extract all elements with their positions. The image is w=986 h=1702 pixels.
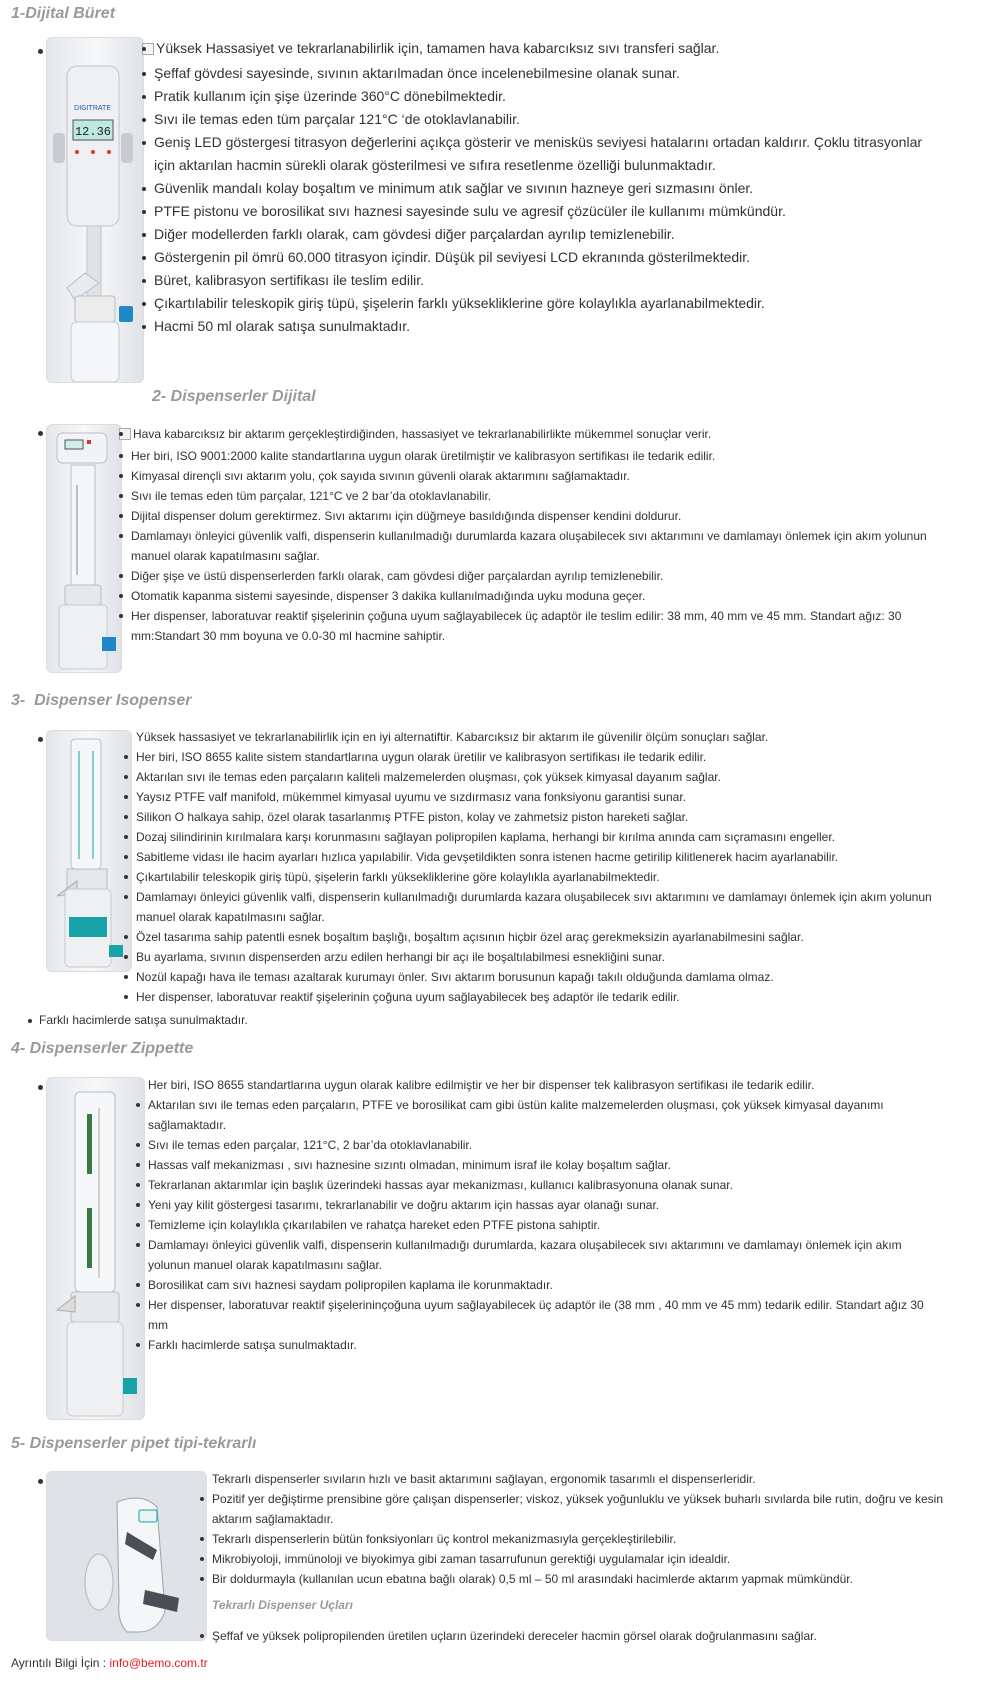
section-heading-repeater-pipette: 5- Dispenserler pipet tipi-tekrarlı bbox=[11, 1435, 257, 1452]
zippette-image bbox=[46, 1077, 145, 1420]
list-bullet bbox=[38, 1085, 43, 1090]
list-item: Bir doldurmayla (kullanılan ucun ebatına bağlı olarak) 0,5 ml – 50 ml arasındaki hacimlerde aktarım yapmak mümkündür. bbox=[200, 1569, 952, 1589]
list-item: Güvenlik mandalı kolay boşaltım ve minimum atık sağlar ve sıvının hazneye geri sızmasını önler. bbox=[142, 177, 932, 200]
list-item: Her dispenser, laboratuvar reaktif şişelerininçoğuna uyum sağlayabilecek üç adaptör ile (38 mm , 40 mm ve 45 mm) tedarik edilir. Standart ağız 30 mm bbox=[136, 1295, 946, 1335]
list-item: Çıkartılabilir teleskopik giriş tüpü, şişelerin farklı yüksekliklerine göre kolaylıkla ayarlanabilmektedir. bbox=[142, 292, 932, 315]
section-heading-digital-burette: 1-Dijital Büret bbox=[11, 5, 116, 22]
list-item: Mikrobiyoloji, immünoloji ve biyokimya gibi zaman tasarrufunun gerektiği uygulamalar için idealdir. bbox=[200, 1549, 952, 1569]
burette-drawing bbox=[47, 38, 143, 382]
list-item: Tekrarlı dispenserlerin bütün fonksiyonları üç kontrol mekanizmasıyla gerçekleştirilebilir. bbox=[200, 1529, 952, 1549]
pipette-tips-subheading: Tekrarlı Dispenser Uçları bbox=[212, 1598, 353, 1612]
burette-image-alt-item bbox=[142, 37, 932, 62]
list-item: Geniş LED göstergesi titrasyon değerlerini açıkça gösterir ve menisküs seviyesi hatalarını ortadan kaldırır. Çoklu titrasyonlar için aktarılan hacmin sürekli olarak gösterilmesi ve sıfıra resetlenme özelliği bulunmaktadır. bbox=[142, 131, 932, 177]
burette-feature-list bbox=[142, 37, 932, 338]
list-item: Temizleme için kolaylıkla çıkarılabilen ve rahatça hareket eden PTFE pistona sahiptir. bbox=[136, 1215, 946, 1235]
repeater-pipette-image bbox=[46, 1471, 207, 1641]
list-item: Her biri, ISO 8655 kalite sistem standartlarına uygun olarak üretilir ve kalibrasyon sertifikası ile tedarik edilir. bbox=[124, 747, 944, 767]
list-item: Otomatik kapanma sistemi sayesinde, dispenser 3 dakika kullanılmadığında uyku moduna geçer. bbox=[119, 586, 939, 606]
list-item: Dijital dispenser dolum gerektirmez. Sıvı aktarımı için düğmeye basıldığında dispenser kendini doldurur. bbox=[119, 506, 939, 526]
list-item: Damlamayı önleyici güvenlik valfi, dispenserin kullanılmadığı durumlarda kazara oluşabilecek sıvı aktarımını ve damlamayı önlemek için akım yolunun manuel olarak kapatılmasını sağlar. bbox=[124, 887, 944, 927]
list-item: Borosilikat cam sıvı haznesi saydam polipropilen kaplama ile korunmaktadır. bbox=[136, 1275, 946, 1295]
zippette-drawing bbox=[47, 1078, 144, 1419]
list-item: Sabitleme vidası ile hacim ayarları hızlıca yapılabilir. Vida gevşetildikten sonra istenen hacme getirilip kilitlenerek hacim ayarlanabilir. bbox=[124, 847, 944, 867]
list-item: Aktarılan sıvı ile temas eden parçaların kaliteli malzemelerden oluşması, çok yüksek kimyasal dayanım sağlar. bbox=[124, 767, 944, 787]
list-item: Sıvı ile temas eden tüm parçalar 121°C ‘de otoklavlanabilir. bbox=[142, 108, 932, 131]
list-item: Dozaj silindirinin kırılmalara karşı korunmasını sağlayan polipropilen kaplama, herhangi bir kırılma anında cam sıçramasını engeller. bbox=[124, 827, 944, 847]
digital-dispenser-feature-list bbox=[119, 424, 939, 646]
footer-email-link[interactable]: info@bemo.com.tr bbox=[109, 1656, 208, 1670]
pipette-drawing bbox=[47, 1472, 206, 1640]
list-item: Her biri, ISO 9001:2000 kalite standartlarına uygun olarak üretilmiştir ve kalibrasyon sertifikası ile tedarik edilir. bbox=[119, 446, 939, 466]
list-item: Bu ayarlama, sıvının dispenserden arzu edilen herhangi bir açı ile boşaltılabilmesi esnekliğini sunar. bbox=[124, 947, 944, 967]
section-heading-digital-dispensers: 2- Dispenserler Dijital bbox=[152, 388, 316, 405]
footer-contact bbox=[11, 1656, 208, 1670]
list-item: Özel tasarıma sahip patentli esnek boşaltım başlığı, boşaltım açısının hiçbir özel araç gerekmeksizin ayarlanabilmesini sağlar. bbox=[124, 927, 944, 947]
list-bullet bbox=[38, 49, 43, 54]
broken-image-icon bbox=[142, 43, 154, 55]
list-item: Kimyasal dirençli sıvı aktarım yolu, çok sayıda sıvının güvenli olarak aktarımını sağlamaktadır. bbox=[119, 466, 939, 486]
dispenser-image-alt-text: Hava kabarcıksız bir aktarım gerçekleştirdiğinden, hassasiyet ve tekrarlanabilirlikte mükemmel sonuçlar verir. bbox=[133, 427, 712, 441]
list-item: Pratik kullanım için şişe üzerinde 360°C dönebilmektedir. bbox=[142, 85, 932, 108]
dispenser-drawing bbox=[47, 425, 121, 672]
list-item: Tekrarlanan aktarımlar için başlık üzerindeki hassas ayar mekanizması, kullanıcı kalibrasyonuna olanak sunar. bbox=[136, 1175, 946, 1195]
pipette-feature-list bbox=[200, 1489, 952, 1589]
burette-image-alt-text: Yüksek Hassasiyet ve tekrarlanabilirlik için, tamamen hava kabarcıksız sıvı transferi sağlar. bbox=[156, 40, 720, 56]
isopenser-intro: Yüksek hassasiyet ve tekrarlanabilirlik için en iyi alternatiftir. Kabarcıksız bir aktarım ile güvenilir ölçüm sonuçları sağlar. bbox=[136, 730, 769, 744]
footer-label: Ayrıntılı Bilgi İçin : bbox=[11, 1656, 110, 1670]
list-item: Aktarılan sıvı ile temas eden parçaların, PTFE ve borosilikat cam gibi üstün kalite malzemelerden oluşması, çok yüksek kimyasal dayanımı sağlamaktadır. bbox=[136, 1095, 946, 1135]
list-item: Göstergenin pil ömrü 60.000 titrasyon içindir. Düşük pil seviyesi LCD ekranında gösterilmektedir. bbox=[142, 246, 932, 269]
list-item: Damlamayı önleyici güvenlik valfi, dispenserin kullanılmadığı durumlarda, kazara oluşabilecek sıvı aktarımını ve damlamayı önlemek için akım yolunun manuel olarak kapatılmasını sağlar. bbox=[136, 1235, 946, 1275]
list-item: Silikon O halkaya sahip, özel olarak tasarlanmış PTFE piston, kolay ve zahmetsiz piston hareketi sağlar. bbox=[124, 807, 944, 827]
list-item: Yaysız PTFE valf manifold, mükemmel kimyasal uyumu ve sızdırmasız vana fonksiyonu garantisi sunar. bbox=[124, 787, 944, 807]
list-item: Şeffaf gövdesi sayesinde, sıvının aktarılmadan önce incelenebilmesine olanak sunar. bbox=[142, 62, 932, 85]
broken-image-icon bbox=[119, 428, 131, 440]
list-item: Her dispenser, laboratuvar reaktif şişelerinin çoğuna uyum sağlayabilecek beş adaptör ile tedarik edilir. bbox=[124, 987, 944, 1007]
list-item: Nozül kapağı hava ile teması azaltarak kurumayı önler. Sıvı aktarım borusunun kapağı takılı olduğunda damlama olmaz. bbox=[124, 967, 944, 987]
pipette-tips-list bbox=[200, 1626, 952, 1646]
list-item: PTFE pistonu ve borosilikat sıvı haznesi sayesinde sulu ve agresif çözücüler ile kullanımı mümkündür. bbox=[142, 200, 932, 223]
isopenser-feature-list bbox=[124, 747, 944, 1007]
isopenser-drawing bbox=[47, 731, 131, 971]
isopenser-outer-item: Farklı hacimlerde satışa sunulmaktadır. bbox=[39, 1013, 248, 1027]
list-item: Pozitif yer değiştirme prensibine göre çalışan dispenserler; viskoz, yüksek yoğunluklu ve yüksek buharlı sıvılarda bile rutin, doğru ve kesin aktarım sağlamaktadır. bbox=[200, 1489, 952, 1529]
list-item: Çıkartılabilir teleskopik giriş tüpü, şişelerin farklı yüksekliklerine göre kolaylıkla ayarlanabilmektedir. bbox=[124, 867, 944, 887]
digital-dispenser-image bbox=[46, 424, 122, 673]
zippette-intro: Her biri, ISO 8655 standartlarına uygun olarak kalibre edilmiştir ve her bir dispenser tek kalibrasyon sertifikası ile tedarik edilir. bbox=[148, 1078, 815, 1092]
list-item: Damlamayı önleyici güvenlik valfi, dispenserin kullanılmadığı durumlarda kazara oluşabilecek sıvı aktarımını ve damlamayı önlemek için akım yolunun manuel olarak kapatılmasını sağlar. bbox=[119, 526, 939, 566]
device-display-text: 12.36 bbox=[74, 125, 112, 139]
list-item: Sıvı ile temas eden parçalar, 121°C, 2 bar’da otoklavlanabilir. bbox=[136, 1135, 946, 1155]
list-item: Yeni yay kilit göstergesi tasarımı, tekrarlanabilir ve doğru aktarım için hassas ayar olanağı sunar. bbox=[136, 1195, 946, 1215]
section-heading-isopenser: 3- Dispenser Isopenser bbox=[11, 692, 192, 709]
list-item: Farklı hacimlerde satışa sunulmaktadır. bbox=[136, 1335, 946, 1355]
pipette-intro: Tekrarlı dispenserler sıvıların hızlı ve basit aktarımını sağlayan, ergonomik tasarımlı el dispenserleridir. bbox=[212, 1472, 756, 1486]
list-bullet bbox=[38, 1479, 43, 1484]
list-item: Hacmi 50 ml olarak satışa sunulmaktadır. bbox=[142, 315, 932, 338]
list-item: Büret, kalibrasyon sertifikası ile teslim edilir. bbox=[142, 269, 932, 292]
list-item: Diğer şişe ve üstü dispenserlerden farklı olarak, cam gövdesi diğer parçalardan ayrılıp temizlenebilir. bbox=[119, 566, 939, 586]
dispenser-image-alt-item bbox=[119, 424, 939, 446]
device-brand-text: DIGITRATE bbox=[74, 105, 111, 112]
list-item: Sıvı ile temas eden tüm parçalar, 121°C ve 2 bar’da otoklavlanabilir. bbox=[119, 486, 939, 506]
list-item: Diğer modellerden farklı olarak, cam gövdesi diğer parçalardan ayrılıp temizlenebilir. bbox=[142, 223, 932, 246]
digital-burette-image bbox=[46, 37, 144, 383]
list-bullet bbox=[38, 431, 43, 436]
list-item: Şeffaf ve yüksek polipropilenden üretilen uçların üzerindeki dereceler hacmin görsel olarak doğrulanmasını sağlar. bbox=[200, 1626, 952, 1646]
section-heading-zippette: 4- Dispenserler Zippette bbox=[11, 1040, 194, 1057]
list-item: Her dispenser, laboratuvar reaktif şişelerinin çoğuna uyum sağlayabilecek üç adaptör ile teslim edilir: 38 mm, 40 mm ve 45 mm. Standart ağız: 30 mm:Standart 30 mm boyuna ve 0.0-30 ml hacmine sahiptir. bbox=[119, 606, 939, 646]
isopenser-image bbox=[46, 730, 132, 972]
list-item: Hassas valf mekanizması , sıvı haznesine sızıntı olmadan, minimum israf ile kolay boşaltım sağlar. bbox=[136, 1155, 946, 1175]
list-bullet bbox=[28, 1019, 32, 1023]
zippette-feature-list bbox=[136, 1095, 946, 1355]
list-bullet bbox=[38, 737, 43, 742]
